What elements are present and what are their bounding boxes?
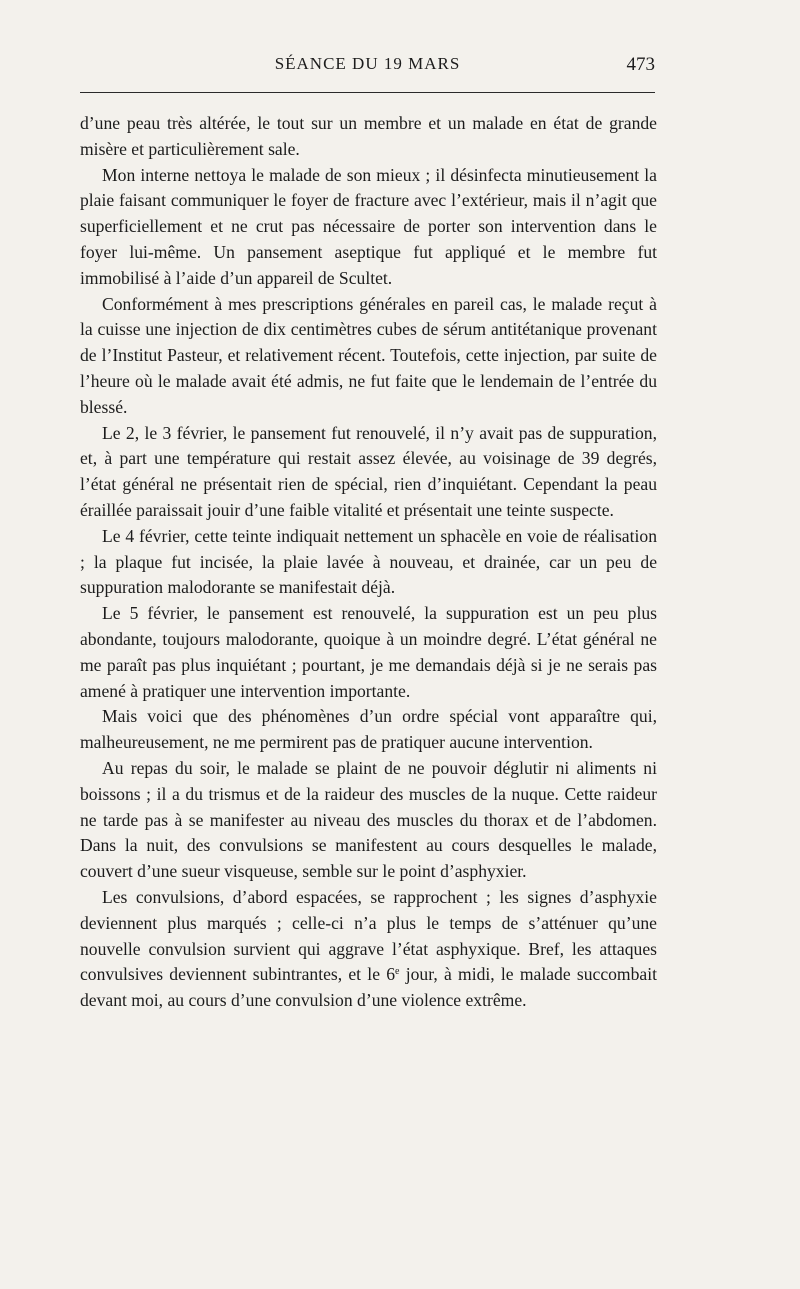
paragraph-3: Conformément à mes prescriptions générales en pareil cas, le malade reçut à la cuisse une injection de dix centimètres cubes de sérum antitétanique provenant de l’Institut Pasteur, et relativement récent. Toutefois, cette injection, par suite de l’heure où le malade avait été admis, ne fut faite que le lendemain de l’entrée du blessé. bbox=[80, 293, 657, 417]
paragraph-9-text: Les convulsions, d’abord espacées, se rapprochent ; les signes d’asphyxie deviennent plus marqués ; celle-ci n’a plus le temps de s’atténuer qu’une nouvelle convulsion survient qui aggrave l’état asphyxique. Bref, les attaques convulsives deviennent subintrantes, et le 6 bbox=[80, 886, 657, 985]
paragraph-4: Le 2, le 3 février, le pansement fut renouvelé, il n’y avait pas de suppuration, et, à part une température qui restait assez élevée, au voisinage de 39 degrés, l’état général ne présentait rien de spécial, rien d’inquiétant. Cependant la peau éraillée paraissait jouir d’une faible vitalité et présentait une teinte suspecte. bbox=[80, 422, 657, 520]
paragraph-2: Mon interne nettoya le malade de son mieux ; il désinfecta minutieusement la plaie faisant communiquer le foyer de fracture avec l’extérieur, mais il n’agit que superficiellement et ne crut pas nécessaire de porter son intervention dans le foyer lui-même. Un pansement aseptique fut appliqué et le membre fut immobilisé à l’aide d’un appareil de Scultet. bbox=[80, 164, 657, 288]
running-head bbox=[80, 54, 655, 80]
paragraph-7: Mais voici que des phénomènes d’un ordre spécial vont apparaître qui, malheureusement, ne me permirent pas de pratiquer aucune intervention. bbox=[80, 706, 657, 753]
paragraph-8: Au repas du soir, le malade se plaint de ne pouvoir déglutir ni aliments ni boissons ; il a du trismus et de la raideur des muscles de la nuque. Cette raideur ne tarde pas à se manifester au niveau des muscles du thorax et de l’abdomen. Dans la nuit, des convulsions se manifestent au cours desquelles le malade, couvert d’une sueur visqueuse, semble sur le point d’asphyxier. bbox=[80, 757, 657, 882]
page-number: 473 bbox=[626, 54, 655, 75]
running-title: SÉANCE DU 19 MARS bbox=[274, 54, 461, 73]
paragraph-9 bbox=[80, 885, 657, 1014]
paragraph-1: d’une peau très altérée, le tout sur un membre et un malade en état de grande misère et particulièrement sale. bbox=[80, 113, 657, 159]
paragraph-5: Le 4 février, cette teinte indiquait nettement un sphacèle en voie de réalisation ; la plaque fut incisée, la plaie lavée à nouveau, et drainée, car un peu de suppuration malodorante se manifestait déjà. bbox=[80, 525, 657, 598]
paragraph-9-tail: jour, à midi, le malade succombait devant moi, au cours d’une convulsion d’une violence extrême. bbox=[80, 964, 657, 1011]
ordinal-superscript: e bbox=[395, 966, 400, 978]
paragraph-6: Le 5 février, le pansement est renouvelé, la suppuration est un peu plus abondante, toujours malodorante, quoique à un moindre degré. L’état général ne me paraît pas plus inquiétant ; pourtant, je me demandais déjà si je ne serais pas amené à pratiquer une intervention importante. bbox=[80, 603, 657, 701]
body-text bbox=[80, 111, 657, 1014]
header-rule bbox=[80, 92, 655, 93]
